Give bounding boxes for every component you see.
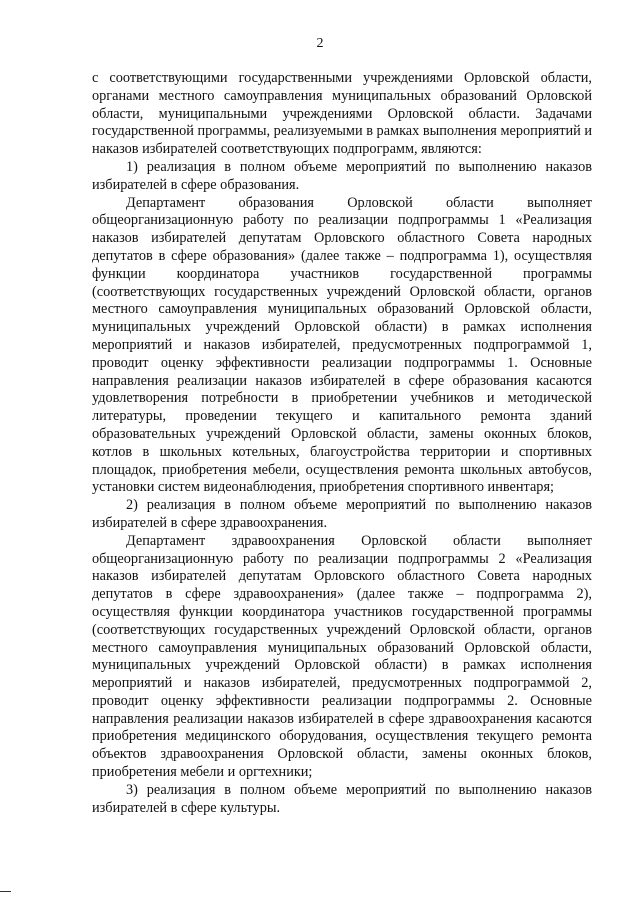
paragraph-task-education: 1) реализация в полном объеме мероприятий по выполнению наказов избирателей в сфере образования.: [92, 158, 592, 193]
paragraph-task-healthcare: 2) реализация в полном объеме мероприятий по выполнению наказов избирателей в сфере здравоохранения.: [92, 497, 592, 531]
margin-scan-mark: [0, 891, 11, 892]
paragraph-continuation: с соответствующими государственными учреждениями Орловской области, органами местного самоуправления муниципальных образований Орловской области, муниципальными учреждениями Орловской области. Задачами государственной программы, реализуемыми в рамках выполнения мероприятий и наказов избирателей соответствующих подпрограмм, являются:: [92, 70, 592, 158]
paragraph-department-healthcare: Департамент здравоохранения Орловской области выполняет общеорганизационную работу по реализации подпрограммы 2 «Реализация наказов избирателей депутатам Орловского областного Совета народных депутатов в сфере здравоохранения» (далее также – подпрограмма 2), осуществляя функции координатора участников государственной программы (соответствующих государственных учреждений Орловской области, органов местного самоуправления муниципальных образований Орловской области, муниципальных учреждений Орловской области) в рамках исполнения мероприятий и наказов избирателей, предусмотренных подпрограммой 2, проводит оценку эффективности реализации подпрограммы 2. Основные направления реализации наказов избирателей в сфере здравоохранения касаются приобретения медицинского оборудования, осуществления текущего ремонта объектов здравоохранения Орловской области, замены оконных блоков, приобретения мебели и оргтехники;: [92, 532, 592, 781]
paragraph-task-culture: 3) реализация в полном объеме мероприятий по выполнению наказов избирателей в сфере культуры.: [92, 781, 592, 816]
paragraph-department-education: Департамент образования Орловской области выполняет общеорганизационную работу по реализации подпрограммы 1 «Реализация наказов избирателей депутатам Орловского областного Совета народных депутатов в сфере образования» (далее также – подпрограмма 1), осуществляя функции координатора участников государственной программы (соответствующих государственных учреждений Орловской области, органов местного самоуправления муниципальных образований Орловской области, муниципальных учреждений Орловской области) в рамках исполнения мероприятий и наказов избирателей, предусмотренных подпрограммой 1, проводит оценку эффективности реализации подпрограммы 1. Основные направления реализации наказов избирателей в сфере образования касаются удовлетворения потребности в приобретении учебников и методической литературы, проведении текущего и капитального ремонта зданий образовательных учреждений Орловской области, замены оконных блоков, котлов в школьных котельных, благоустройства территории и спортивных площадок, приобретения мебели, осуществления ремонта школьных автобусов, установки систем видеонаблюдения, приобретения спортивного инвентаря;: [92, 194, 592, 496]
page-number: 2: [316, 36, 324, 51]
document-body: [92, 70, 592, 817]
